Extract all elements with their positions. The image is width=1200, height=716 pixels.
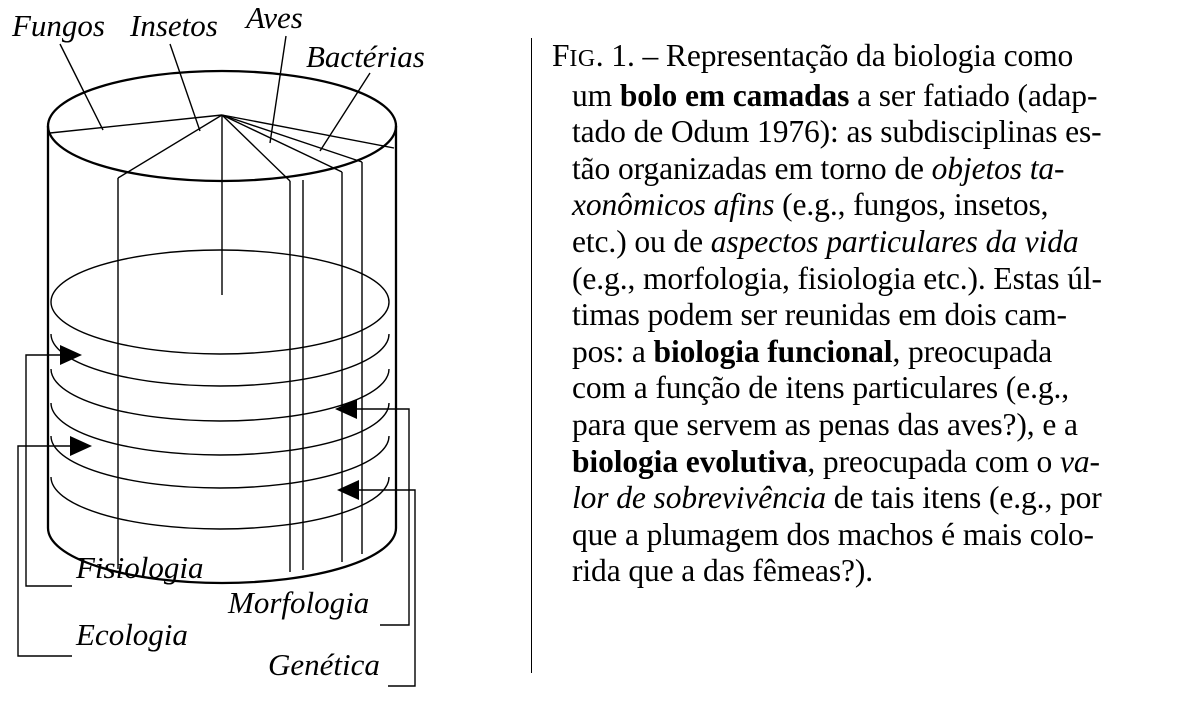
caption-text: um — [572, 77, 620, 113]
caption-text: que a plumagem dos machos é mais colo- — [572, 516, 1094, 552]
cake-layers — [51, 250, 389, 529]
label-fungos: Fungos — [12, 8, 105, 43]
caption-line — [552, 224, 1190, 261]
caption-text: rida que a das fêmeas?). — [572, 553, 874, 589]
cake-cylinder — [48, 71, 396, 583]
layer-bracket-fisiologia — [26, 345, 82, 586]
caption-line — [552, 553, 1190, 590]
label-aves: Aves — [246, 0, 303, 35]
caption-text: IG — [569, 46, 596, 72]
label-morfologia: Morfologia — [228, 585, 370, 620]
caption-text: , preocupada — [892, 333, 1053, 369]
column-divider — [531, 38, 532, 673]
caption-bold-text: biologia evolutiva — [572, 443, 808, 479]
caption-line — [552, 444, 1190, 481]
caption-text: para que servem as penas das aves?), e a — [572, 406, 1078, 442]
figure-caption — [552, 38, 1190, 590]
caption-text: tão organizadas em torno de — [572, 150, 932, 186]
caption-italic-text: lor de sobrevivência — [572, 480, 826, 516]
label-bacterias: Bactérias — [306, 39, 425, 74]
caption-text: , preocupada com o — [807, 443, 1060, 479]
caption-line — [552, 114, 1190, 151]
cake-vertical-cuts — [118, 162, 362, 572]
caption-line — [552, 38, 1190, 78]
label-fisiologia: Fisiologia — [76, 550, 204, 585]
caption-line — [552, 407, 1190, 444]
caption-italic-text: va- — [1059, 443, 1100, 479]
caption-italic-text: aspectos particulares da vida — [710, 223, 1079, 259]
caption-text: a ser fatiado (adap- — [849, 77, 1098, 113]
caption-bold-text: biologia funcional — [653, 333, 893, 369]
caption-text: com a função de itens particulares (e.g., — [572, 370, 1070, 406]
caption-text: tado de Odum 1976): as subdisciplinas es- — [572, 114, 1102, 150]
caption-text: de tais itens (e.g., por — [826, 480, 1102, 516]
caption-text: F — [552, 38, 570, 73]
caption-line — [552, 480, 1190, 517]
caption-line — [552, 334, 1190, 371]
caption-line — [552, 151, 1190, 188]
caption-text: timas podem ser reunidas em dois cam- — [572, 297, 1067, 333]
caption-line — [552, 261, 1190, 298]
caption-line — [552, 517, 1190, 554]
caption-text: pos: a — [572, 333, 654, 369]
caption-text: etc.) ou de — [572, 223, 711, 259]
label-genetica: Genética — [268, 647, 380, 682]
caption-line — [552, 370, 1190, 407]
caption-text: (e.g., fungos, insetos, — [774, 187, 1049, 223]
caption-line — [552, 78, 1190, 115]
layer-cake-diagram — [0, 0, 530, 716]
caption-line — [552, 297, 1190, 334]
caption-text: (e.g., morfologia, fisiologia etc.). Estas úl- — [572, 260, 1102, 296]
caption-text: . 1. – Representação da biologia como — [595, 38, 1074, 73]
caption-italic-text: xonômicos afins — [572, 187, 775, 223]
label-insetos: Insetos — [130, 8, 218, 43]
caption-line — [552, 187, 1190, 224]
caption-bold-text: bolo em camadas — [619, 77, 850, 113]
caption-italic-text: objetos ta- — [931, 150, 1065, 186]
label-ecologia: Ecologia — [76, 617, 188, 652]
